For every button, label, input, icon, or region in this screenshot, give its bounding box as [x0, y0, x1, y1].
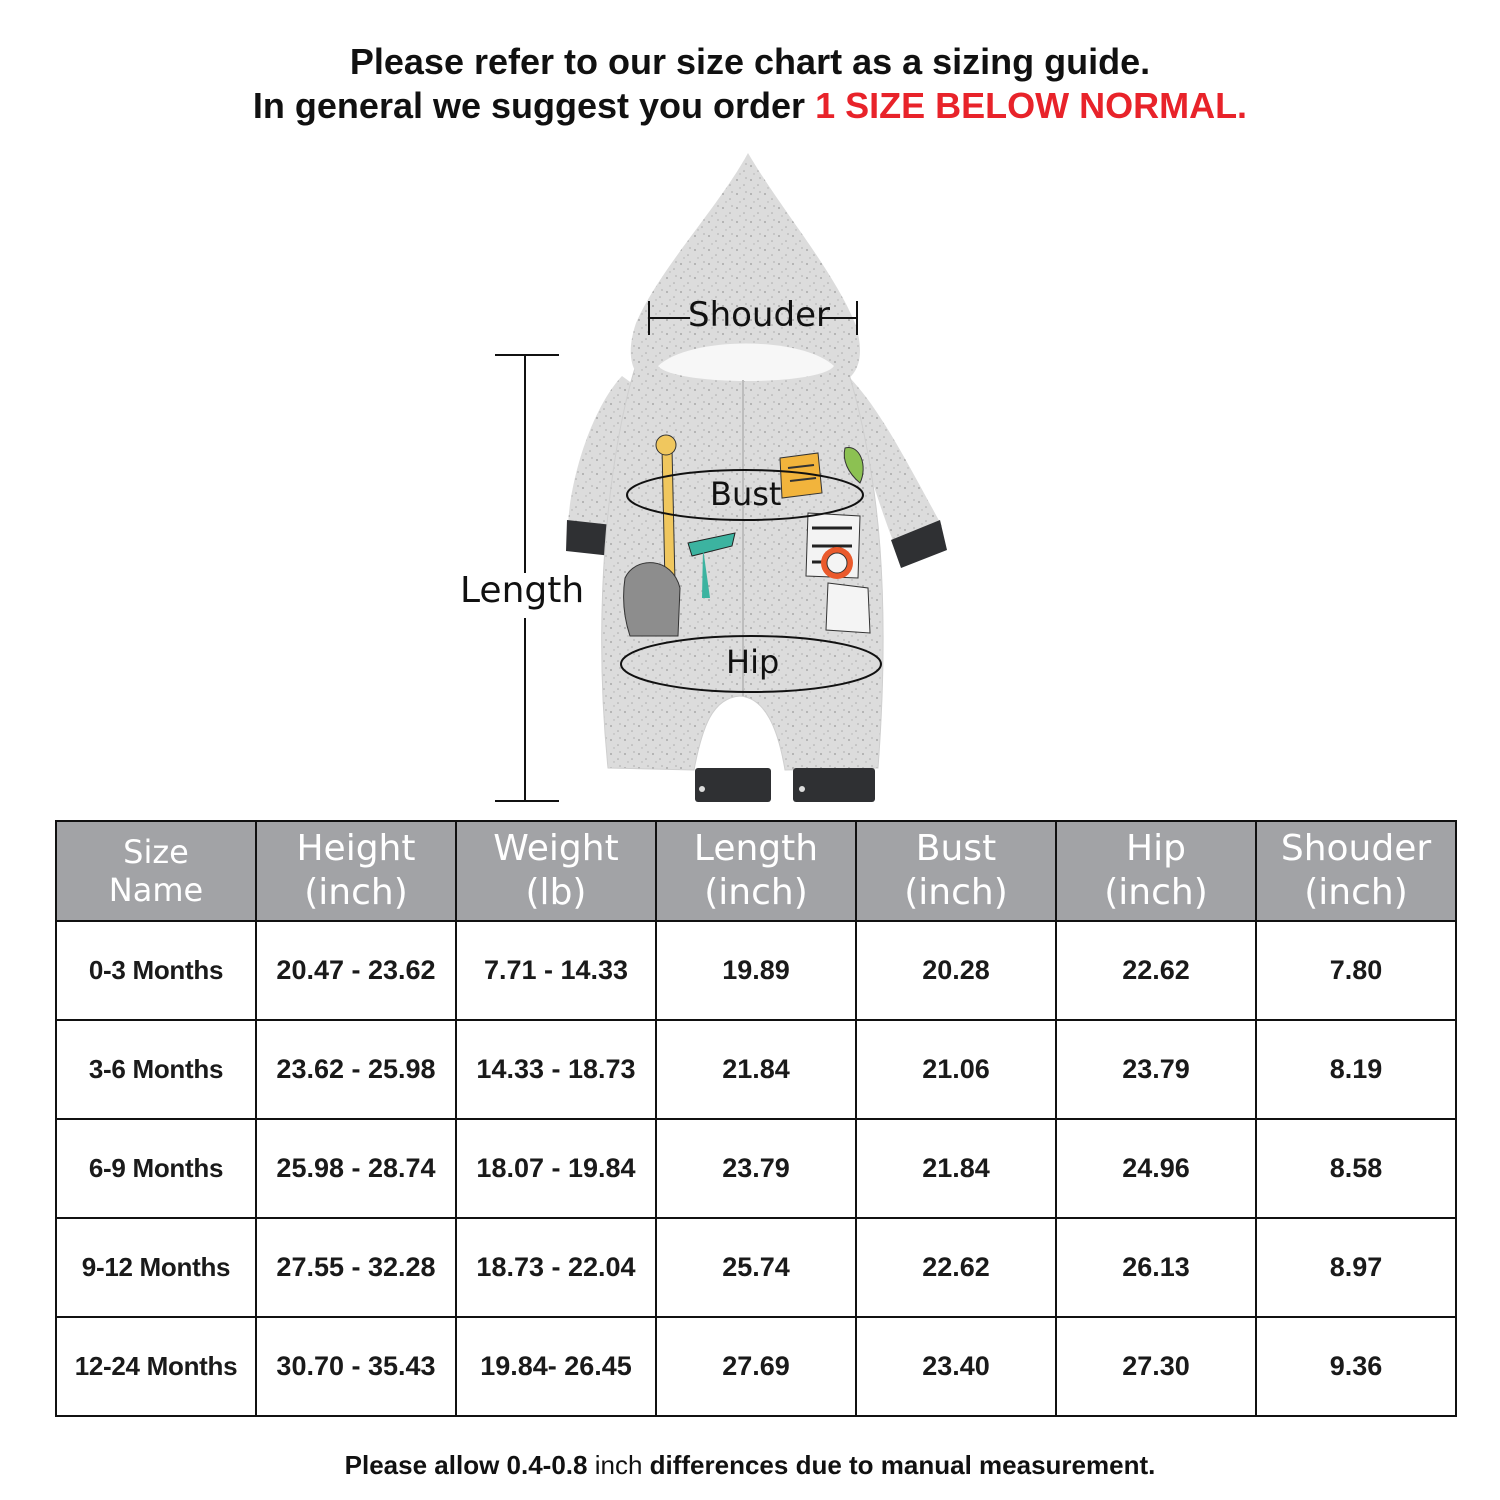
column-header-top: Height: [296, 828, 416, 869]
bust-label: Bust: [710, 475, 782, 513]
column-header-shoulder: [1256, 821, 1456, 921]
column-header-height: [256, 821, 456, 921]
hip-cell: 23.79: [1056, 1020, 1256, 1119]
shoulder-cell: 8.19: [1256, 1020, 1456, 1119]
size-name-cell: 6-9 Months: [56, 1119, 256, 1218]
size-advice-highlight: 1 SIZE BELOW NORMAL.: [815, 85, 1248, 126]
size-name-cell: 3-6 Months: [56, 1020, 256, 1119]
column-header-bottom: (lb): [525, 872, 587, 913]
table-row: [56, 921, 1456, 1020]
weight-cell: 14.33 - 18.73: [456, 1020, 656, 1119]
size-name-cell: 0-3 Months: [56, 921, 256, 1020]
column-header-bottom: (inch): [904, 872, 1008, 913]
bust-cell: 20.28: [856, 921, 1056, 1020]
column-header-top: Hip: [1126, 828, 1186, 869]
note-suffix: differences due to manual measurement.: [642, 1450, 1156, 1480]
column-header-top: Length: [693, 828, 819, 869]
shoulder-cell: 8.97: [1256, 1218, 1456, 1317]
column-header-weight: [456, 821, 656, 921]
height-cell: 25.98 - 28.74: [256, 1119, 456, 1218]
table-row: [56, 1119, 1456, 1218]
bust-cell: 23.40: [856, 1317, 1056, 1416]
bust-cell: 22.62: [856, 1218, 1056, 1317]
column-header-bottom: (inch): [1104, 872, 1208, 913]
table-row: [56, 1218, 1456, 1317]
size-name-cell: 12-24 Months: [56, 1317, 256, 1416]
table-row: [56, 1317, 1456, 1416]
length-cell: 19.89: [656, 921, 856, 1020]
column-header-bust: [856, 821, 1056, 921]
weight-cell: 7.71 - 14.33: [456, 921, 656, 1020]
length-cell: 25.74: [656, 1218, 856, 1317]
note-prefix: Please allow 0.4-0.8: [344, 1450, 595, 1480]
column-header-top: Shouder: [1280, 828, 1432, 869]
length-label: Length: [460, 570, 585, 611]
length-cell: 21.84: [656, 1020, 856, 1119]
size-name-cell: 9-12 Months: [56, 1218, 256, 1317]
column-header-top: Bust: [915, 828, 997, 869]
column-header-top: Size: [123, 833, 189, 871]
hip-cell: 24.96: [1056, 1119, 1256, 1218]
height-cell: 20.47 - 23.62: [256, 921, 456, 1020]
column-header-hip: [1056, 821, 1256, 921]
column-header-top: Weight: [493, 828, 619, 869]
garment-figure: [440, 148, 1000, 812]
hip-cell: 27.30: [1056, 1317, 1256, 1416]
height-cell: 23.62 - 25.98: [256, 1020, 456, 1119]
column-header-bottom: Name: [108, 871, 204, 909]
header-line-2: [0, 84, 1500, 128]
column-header-bottom: (inch): [704, 872, 808, 913]
table-row: [56, 1020, 1456, 1119]
length-cell: 23.79: [656, 1119, 856, 1218]
length-cell: 27.69: [656, 1317, 856, 1416]
bust-cell: 21.84: [856, 1119, 1056, 1218]
weight-cell: 18.07 - 19.84: [456, 1119, 656, 1218]
bust-cell: 21.06: [856, 1020, 1056, 1119]
header-line-2-prefix: In general we suggest you order: [252, 85, 816, 126]
shoulder-cell: 9.36: [1256, 1317, 1456, 1416]
leg-cuffs: [695, 768, 875, 802]
height-cell: 27.55 - 32.28: [256, 1218, 456, 1317]
header: [0, 40, 1500, 128]
weight-cell: 19.84- 26.45: [456, 1317, 656, 1416]
hood: [631, 153, 860, 383]
size-chart-body: [56, 921, 1456, 1416]
shoulder-label: Shouder: [688, 295, 830, 335]
height-cell: 30.70 - 35.43: [256, 1317, 456, 1416]
column-header-length: [656, 821, 856, 921]
measurement-note: [0, 1450, 1500, 1481]
column-header-size-name: [56, 821, 256, 921]
hip-label: Hip: [726, 643, 780, 681]
hip-cell: 22.62: [1056, 921, 1256, 1020]
shoulder-cell: 8.58: [1256, 1119, 1456, 1218]
size-chart-table: [55, 820, 1457, 1417]
weight-cell: 18.73 - 22.04: [456, 1218, 656, 1317]
column-header-bottom: (inch): [304, 872, 408, 913]
size-chart-header: [56, 821, 1456, 921]
hip-cell: 26.13: [1056, 1218, 1256, 1317]
shoulder-cell: 7.80: [1256, 921, 1456, 1020]
header-line-1: Please refer to our size chart as a sizing guide.: [349, 41, 1151, 82]
header-row: [56, 821, 1456, 921]
column-header-bottom: (inch): [1304, 872, 1408, 913]
note-unit: inch: [594, 1450, 643, 1480]
